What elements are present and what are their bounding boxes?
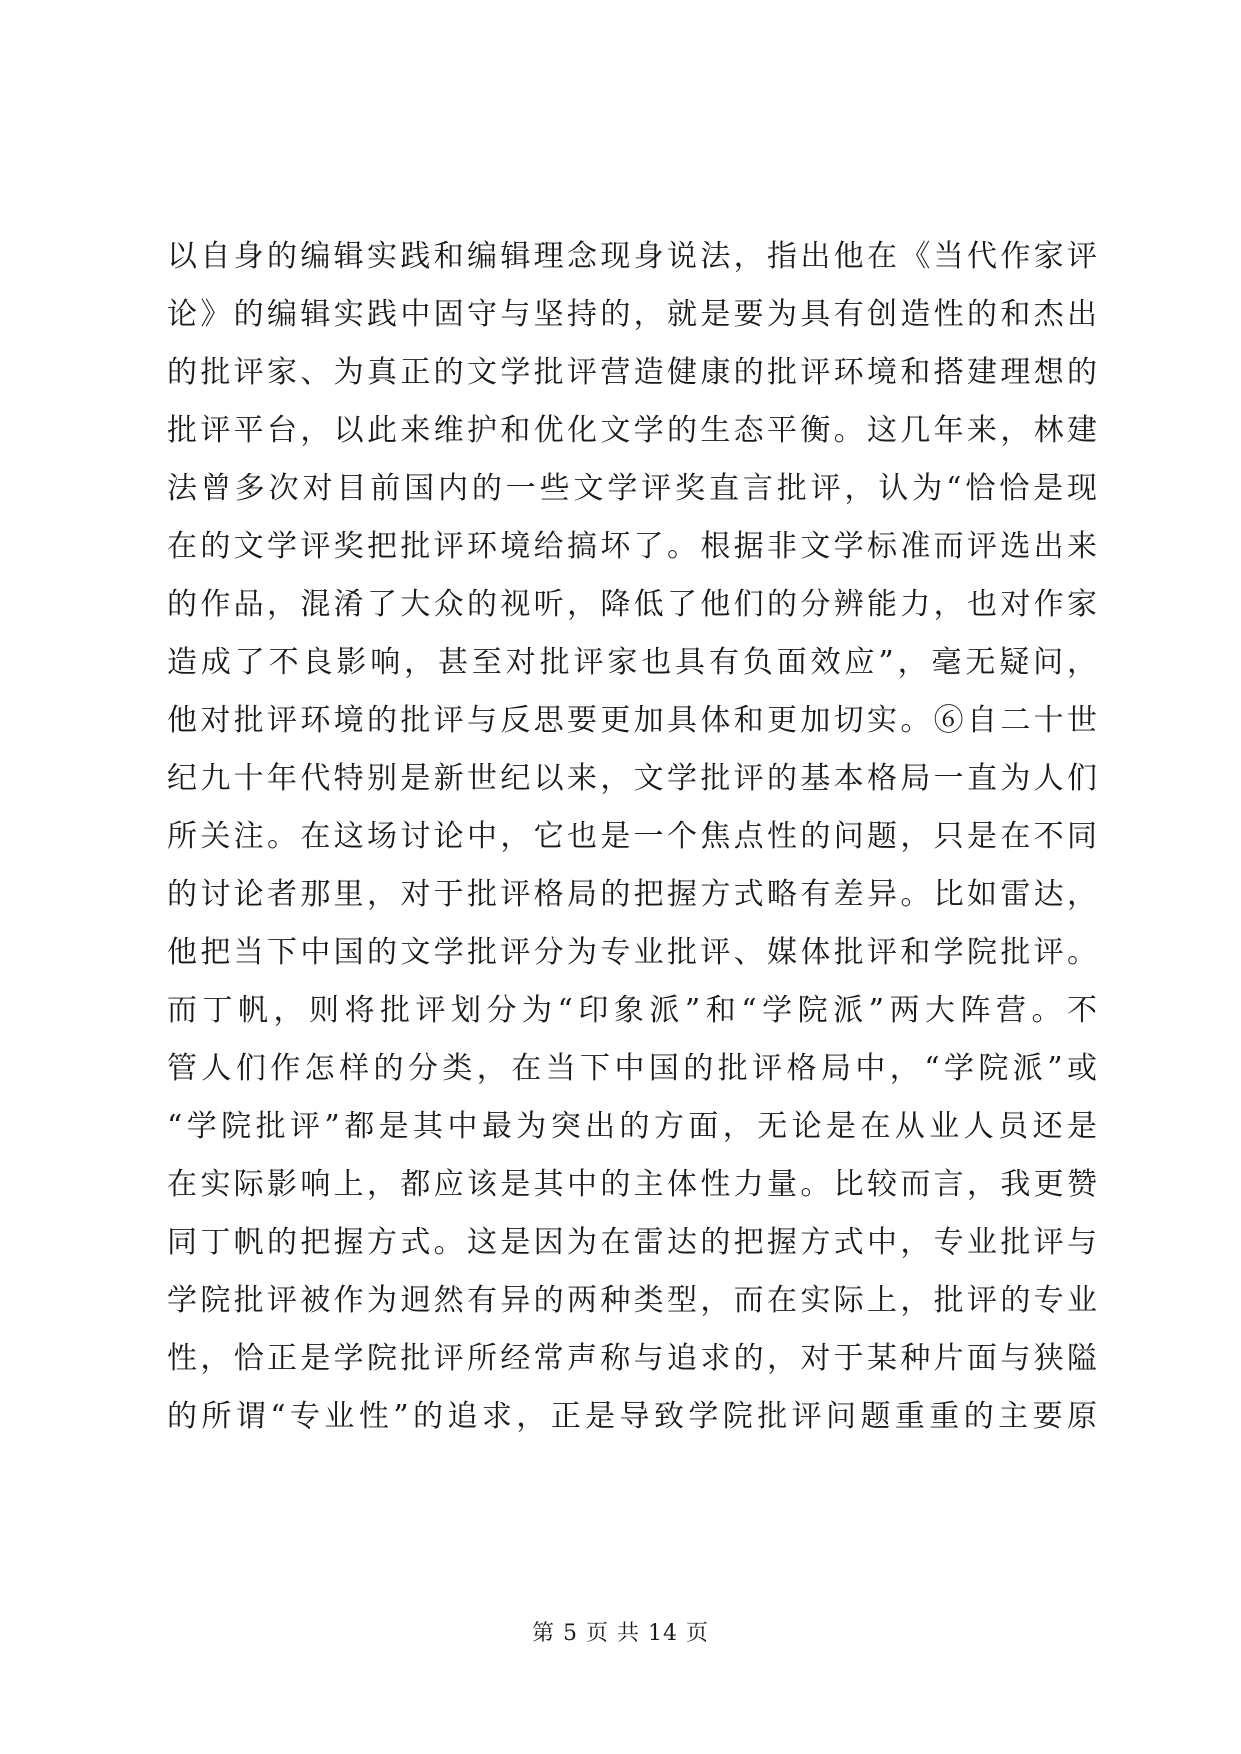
text-line: 学院批评被作为迥然有异的两种类型，而在实际上，批评的专业 [167,1283,1097,1318]
text-line: 而丁帆，则将批评划分为“印象派”和“学院派”两大阵营。不 [167,993,1097,1028]
text-line: 以自身的编辑实践和编辑理念现身说法，指出他在《当代作家评 [167,239,1097,274]
text-line: 他对批评环境的批评与反思要更加具体和更加切实。⑥自二十世 [167,703,1097,738]
text-line: 的所谓“专业性”的追求，正是导致学院批评问题重重的主要原 [167,1399,1097,1434]
text-line: 他把当下中国的文学批评分为专业批评、媒体批评和学院批评。 [167,935,1097,970]
body-paragraph [167,228,1097,1446]
text-line: 论》的编辑实践中固守与坚持的，就是要为具有创造性的和杰出 [167,297,1097,332]
text-line: 的作品，混淆了大众的视听，降低了他们的分辨能力，也对作家 [167,587,1097,622]
text-line: “学院批评”都是其中最为突出的方面，无论是在从业人员还是 [167,1109,1097,1144]
text-line: 在实际影响上，都应该是其中的主体性力量。比较而言，我更赞 [167,1167,1097,1202]
text-line: 同丁帆的把握方式。这是因为在雷达的把握方式中，专业批评与 [167,1225,1097,1260]
text-line: 的讨论者那里，对于批评格局的把握方式略有差异。比如雷达， [167,877,1097,912]
text-line: 批评平台，以此来维护和优化文学的生态平衡。这几年来，林建 [167,413,1097,448]
text-line: 性，恰正是学院批评所经常声称与追求的，对于某种片面与狭隘 [167,1341,1097,1376]
text-line: 所关注。在这场讨论中，它也是一个焦点性的问题，只是在不同 [167,819,1097,854]
text-line: 法曾多次对目前国内的一些文学评奖直言批评，认为“恰恰是现 [167,471,1097,506]
text-line: 在的文学评奖把批评环境给搞坏了。根据非文学标准而评选出来 [167,529,1097,564]
page-number-footer: 第 5 页 共 14 页 [532,1621,709,1646]
text-line: 纪九十年代特别是新世纪以来，文学批评的基本格局一直为人们 [167,761,1097,796]
text-line: 造成了不良影响，甚至对批评家也具有负面效应”，毫无疑问， [167,645,1097,680]
text-line: 的批评家、为真正的文学批评营造健康的批评环境和搭建理想的 [167,355,1097,390]
text-line: 管人们作怎样的分类，在当下中国的批评格局中，“学院派”或 [167,1051,1097,1086]
